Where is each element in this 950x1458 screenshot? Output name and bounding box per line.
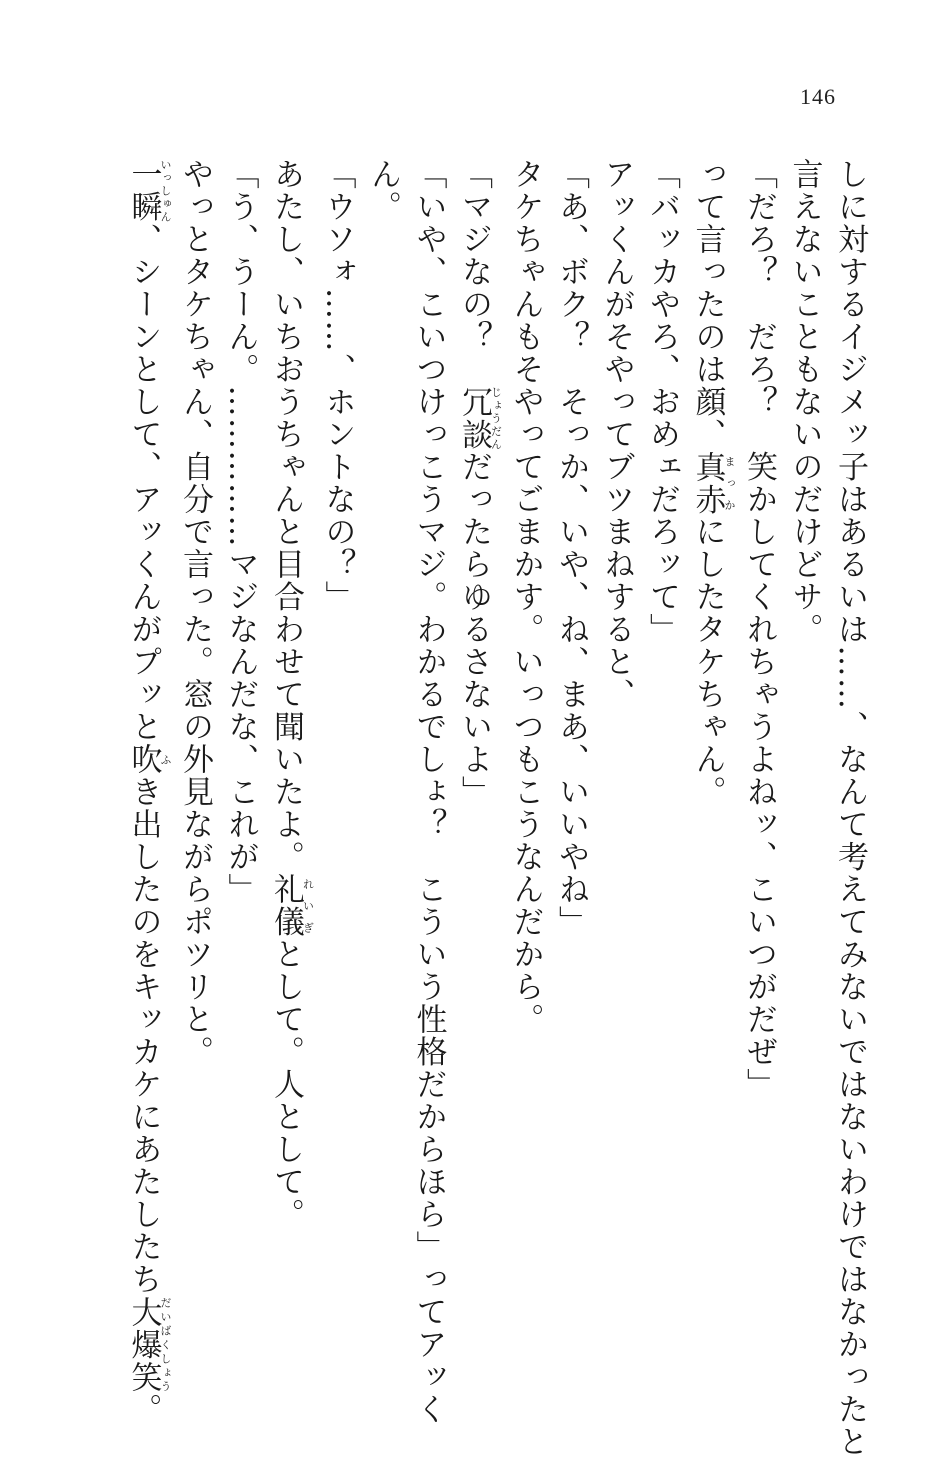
furigana-reading: だいばくしょう	[159, 1295, 172, 1393]
furigana-reading: じょうだん	[489, 385, 503, 451]
text-line: 「あ、ボク？ そっか、いや、ね、まあ、いいやね」	[553, 158, 589, 938]
text-line: 「マジなの？ 冗談じょうだんだったらゆるさないよ」	[456, 158, 503, 808]
text-line: って言ったのは顔、真赤まっかにしたタケちゃん。	[689, 158, 736, 808]
novel-text-block	[120, 158, 872, 1458]
text-line: しに対するイジメッ子はあるいは……、なんて考えてみないではないわけではなかったと	[832, 158, 868, 1458]
furigana-word: 大爆笑だいばくしょう	[125, 1295, 172, 1393]
furigana-word: 一瞬いっしゅん	[125, 158, 172, 223]
text-line: 「う、うーん。……………マジなんだな、これが」	[222, 158, 259, 906]
text-line: 「ウソォ……、ホントなの？」	[319, 158, 356, 613]
text-line: 「だろ？ だろ？ 笑かしてくれちゃうよねッ、こいつがだぜ」	[741, 158, 777, 1101]
page-number: 146	[800, 84, 836, 109]
text-line: やっとタケちゃん、自分で言った。窓の外見ながらポツリと。	[177, 158, 213, 1068]
text-line: 「いや、こいつけっこうマジ。わかるでしょ？ こういう性格だからほら」ってアッく	[410, 158, 447, 1426]
furigana-word: 真赤まっか	[689, 450, 736, 516]
furigana-word: 冗談じょうだん	[456, 385, 503, 451]
furigana-reading: まっか	[723, 450, 736, 516]
furigana-reading: ふ	[159, 743, 172, 776]
furigana-word: 礼儀れいぎ	[268, 873, 315, 938]
text-line: ん。	[365, 158, 401, 223]
text-line: 言えないこともないのだけどサ。	[786, 158, 823, 646]
furigana-reading: れいぎ	[301, 873, 315, 938]
text-line: アッくんがそやってブツまねすると、	[598, 158, 635, 711]
furigana-word: 吹ふ	[125, 743, 172, 776]
text-line: 一瞬いっしゅん、シーンとして、アッくんがプッと吹ふき出したのをキッカケにあたしたち大爆笑だいばくしょう。	[125, 158, 172, 1426]
text-line: あたし、いちおうちゃんと目合わせて聞いたよ。礼儀れいぎとして。人として。	[268, 158, 315, 1231]
text-line: タケちゃんもそやってごまかす。いっつもこうなんだから。	[507, 158, 544, 1036]
furigana-reading: いっしゅん	[159, 158, 172, 223]
text-line: 「バッカやろ、おめェだろッて」	[644, 158, 680, 646]
